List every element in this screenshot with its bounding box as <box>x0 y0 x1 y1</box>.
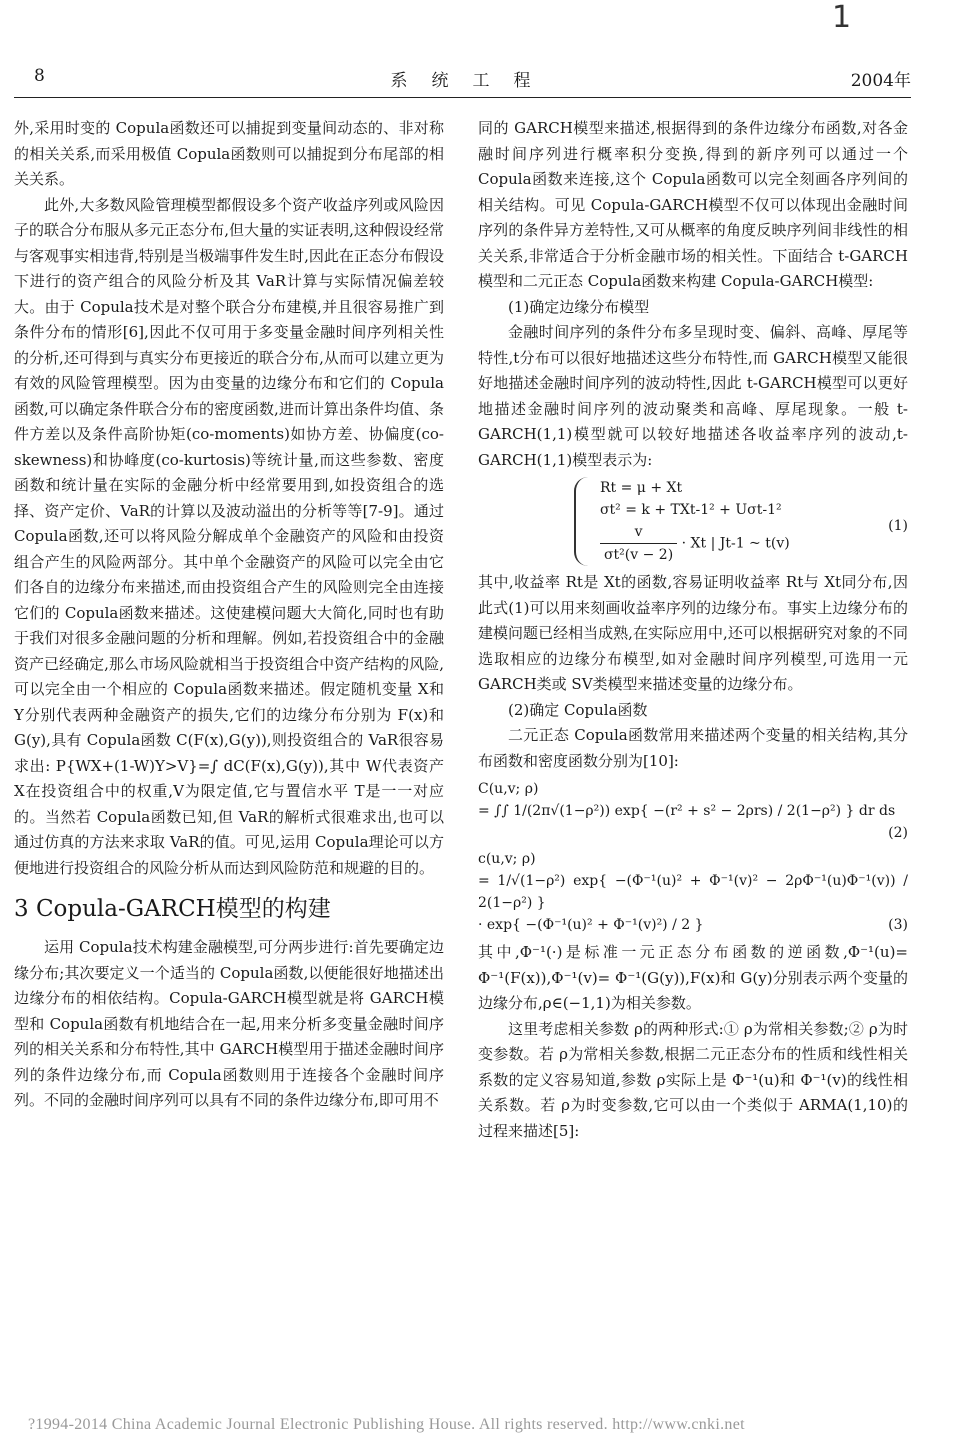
left-paragraph-2: 此外,大多数风险管理模型都假设多个资产收益序列或风险因子的联合分布服从多元正态分布,但大量的实证表明,这种假设经常与客观事实相违背,特别是当极端事件发生时,因此在正态分布假设下进行的资产组合的风险分析及其 VaR计算与实际情况偏差较大。由于 Copula技术是对整个联合分布建模,并且很容易推广到条件分布的情形[6],因此不仅可用于多变量金融时间序列相关性的分析,还可得到与真实分布更接近的联合分布,从而可以建立更为有效的风险管理模型。因为由变量的边缘分布和它们的 Copula函数,可以确定条件联合分布的密度函数,进而计算出条件均值、条件方差以及条件高阶协矩(co-moments)如协方差、协偏度(co-skewness)和协峰度(co-kurtosis)等统计量,而这些参数、密度函数和统计量在实际的金融分析中经常要用到,如投资组合的选择、资产定价、VaR的计算以及波动溢出的分析等等[7-9]。通过 Copula函数,还可以将风险分解成单个金融资产的风险和由投资组合产生的风险两部分。其中单个金融资产的风险可以完全由它们各自的边缘分布来描述,而由投资组合产生的风险则完全由连接它们的 Copula函数来描述。这使建模问题大大简化,同时也有助于我们对很多金融问题的分析和理解。例如,若投资组合中的金融资产已经确定,那么市场风险就相当于投资组合中资产结构的风险,可以完全由一个相应的 Copula函数来描述。假定随机变量 X和 Y分别代表两种金融资产的损失,它们的边缘分布分别为 F(x)和 G(y),具有 Copula函数 C(F(x),G(y)),则投资组合的 VaR很容易求出: P{WX+(1-W)Y>V}=∫ dC(F(x),G(y)),其中 W代表资产 X在投资组合中的权重,V为限定值,它与置信水平 T是一一对应的。当然若 Copula函数已知,但 VaR的解析式很难求出,也可以通过仿真的方法来求取 VaR的值。可见,运用 Copula理论可以方便地进行投资组合的风险分析从而达到风险防范和规避的目的。 <box>14 195 444 877</box>
right-paragraph-6: 这里考虑相关参数 ρ的两种形式:① ρ为常相关参数;② ρ为时变参数。若 ρ为常相关参数,根据二元正态分布的性质和线性相关系数的定义容易知道,参数 ρ实际上是 Φ⁻¹(u)和 Φ⁻¹(v)的线性相关系数。若 ρ为时变参数,它可以由一个类似于 ARMA(1,10)的过程来描述[5]: <box>478 1019 908 1140</box>
page-header <box>34 66 911 96</box>
equation-1 <box>478 477 908 566</box>
equation-1-line-2: σt² = k + TXt-1² + Uσt-1² <box>600 502 782 518</box>
equation-1-denominator: σt²(v − 2) <box>604 547 674 563</box>
equation-2-number: (2) <box>888 825 908 841</box>
left-paragraph-1: 外,采用时变的 Copula函数还可以捕捉到变量间动态的、非对称的相关关系,而采用极值 Copula函数则可以捕捉到分布尾部的相关关系。 <box>14 119 444 188</box>
equation-2 <box>478 778 908 844</box>
header-rule <box>14 97 911 98</box>
left-column <box>14 116 444 1114</box>
page-number: 8 <box>34 66 45 86</box>
equation-3-body: = 1/√(1−ρ²) exp{ −(Φ⁻¹(u)² + Φ⁻¹(v)² − 2ρΦ⁻¹(u)Φ⁻¹(v)) / 2(1−ρ²) } <box>478 873 908 911</box>
section-heading: 3 Copula-GARCH模型的构建 <box>14 896 331 922</box>
equation-1-number: (1) <box>888 518 908 534</box>
right-paragraph-1: 同的 GARCH模型来描述,根据得到的条件边缘分布函数,对各金融时间序列进行概率积分变换,得到的新序列可以通过一个 Copula函数来连接,这个 Copula函数可以完全刻画各序列间的相关结构。可见 Copula-GARCH模型不仅可以体现出金融时间序列的条件异方差特性,又可从概率的角度反映序列间非线性的相关关系,非常适合于分析金融市场的相关性。下面结合 t-GARCH模型和二元正态 Copula函数来构建 Copula-GARCH模型: <box>478 119 908 290</box>
equation-3 <box>478 848 908 936</box>
equation-2-body: = ∫∫ 1/(2π√(1−ρ²)) exp{ −(r² + s² − 2ρrs) / 2(1−ρ²) } dr ds <box>478 803 896 819</box>
equation-1-numerator: v <box>600 521 677 544</box>
right-paragraph-5: 其中,Φ⁻¹(·)是标准一元正态分布函数的逆函数,Φ⁻¹(u)= Φ⁻¹(F(x)),Φ⁻¹(v)= Φ⁻¹(G(y)),F(x)和 G(y)分别表示两个变量的边缘分布,ρ∈(−1,1)为相关参数。 <box>478 943 908 1012</box>
equation-1-line-3 <box>600 521 908 566</box>
right-paragraph-2: 金融时间序列的条件分布多呈现时变、偏斜、高峰、厚尾等特性,t分布可以很好地描述这些分布特性,而 GARCH模型又能很好地描述金融时间序列的波动特性,因此 t-GARCH模型可以更好地描述金融时间序列的波动聚类和高峰、厚尾现象。一般 t-GARCH(1,1)模型就可以较好地描述各收益率序列的波动,t-GARCH(1,1)模型表示为: <box>478 323 908 469</box>
subsection-1: (1)确定边缘分布模型 <box>508 297 650 316</box>
right-paragraph-3: 其中,收益率 Rt是 Xt的函数,容易证明收益率 Rt与 Xt同分布,因此式(1)可以用来刻画收益率序列的边缘分布。事实上边缘分布的建模问题已经相当成熟,在实际应用中,还可以根据研究对象的不同选取相应的边缘分布模型,如对金融时间序列模型,可选用一元 GARCH类或 SV类模型来描述变量的边缘分布。 <box>478 573 908 693</box>
equation-3-number: (3) <box>888 917 908 933</box>
copyright-footer: ?1994-2014 China Academic Journal Electronic Publishing House. All rights reserved. http://www.cnki.net <box>28 1416 745 1433</box>
equation-1-tail: · Xt | Jt-1 ~ t(v) <box>681 535 790 552</box>
equation-3-head: c(u,v; ρ) <box>478 851 536 867</box>
journal-title: 系统工程 <box>390 71 555 91</box>
right-paragraph-4: 二元正态 Copula函数常用来描述两个变量的相关结构,其分布函数和密度函数分别为[10]: <box>478 726 908 770</box>
equation-3-tail: · exp{ −(Φ⁻¹(u)² + Φ⁻¹(v)²) / 2 } <box>478 917 704 933</box>
subsection-2: (2)确定 Copula函数 <box>508 700 648 719</box>
equation-1-fraction <box>600 521 677 566</box>
equation-2-head: C(u,v; ρ) <box>478 781 539 797</box>
journal-year: 2004年 <box>850 71 911 91</box>
right-column <box>478 116 908 1144</box>
equation-1-line-1: Rt = μ + Xt <box>600 480 683 496</box>
equation-1-system <box>574 477 908 566</box>
left-paragraph-3: 运用 Copula技术构建金融模型,可分两步进行:首先要确定边缘分布;其次要定义一个适当的 Copula函数,以便能很好地描述出边缘分布的相依结构。Copula-GARCH模型就是将 GARCH模型和 Copula函数有机地结合在一起,用来分析多变量金融时间序列的相关关系和分布特性,其中 GARCH模型用于描述金融时间序列的条件边缘分布,而 Copula函数则用于连接各个金融时间序列。不同的金融时间序列可以具有不同的条件边缘分布,即可用不 <box>14 938 444 1109</box>
corner-mark: 1 <box>832 0 852 35</box>
